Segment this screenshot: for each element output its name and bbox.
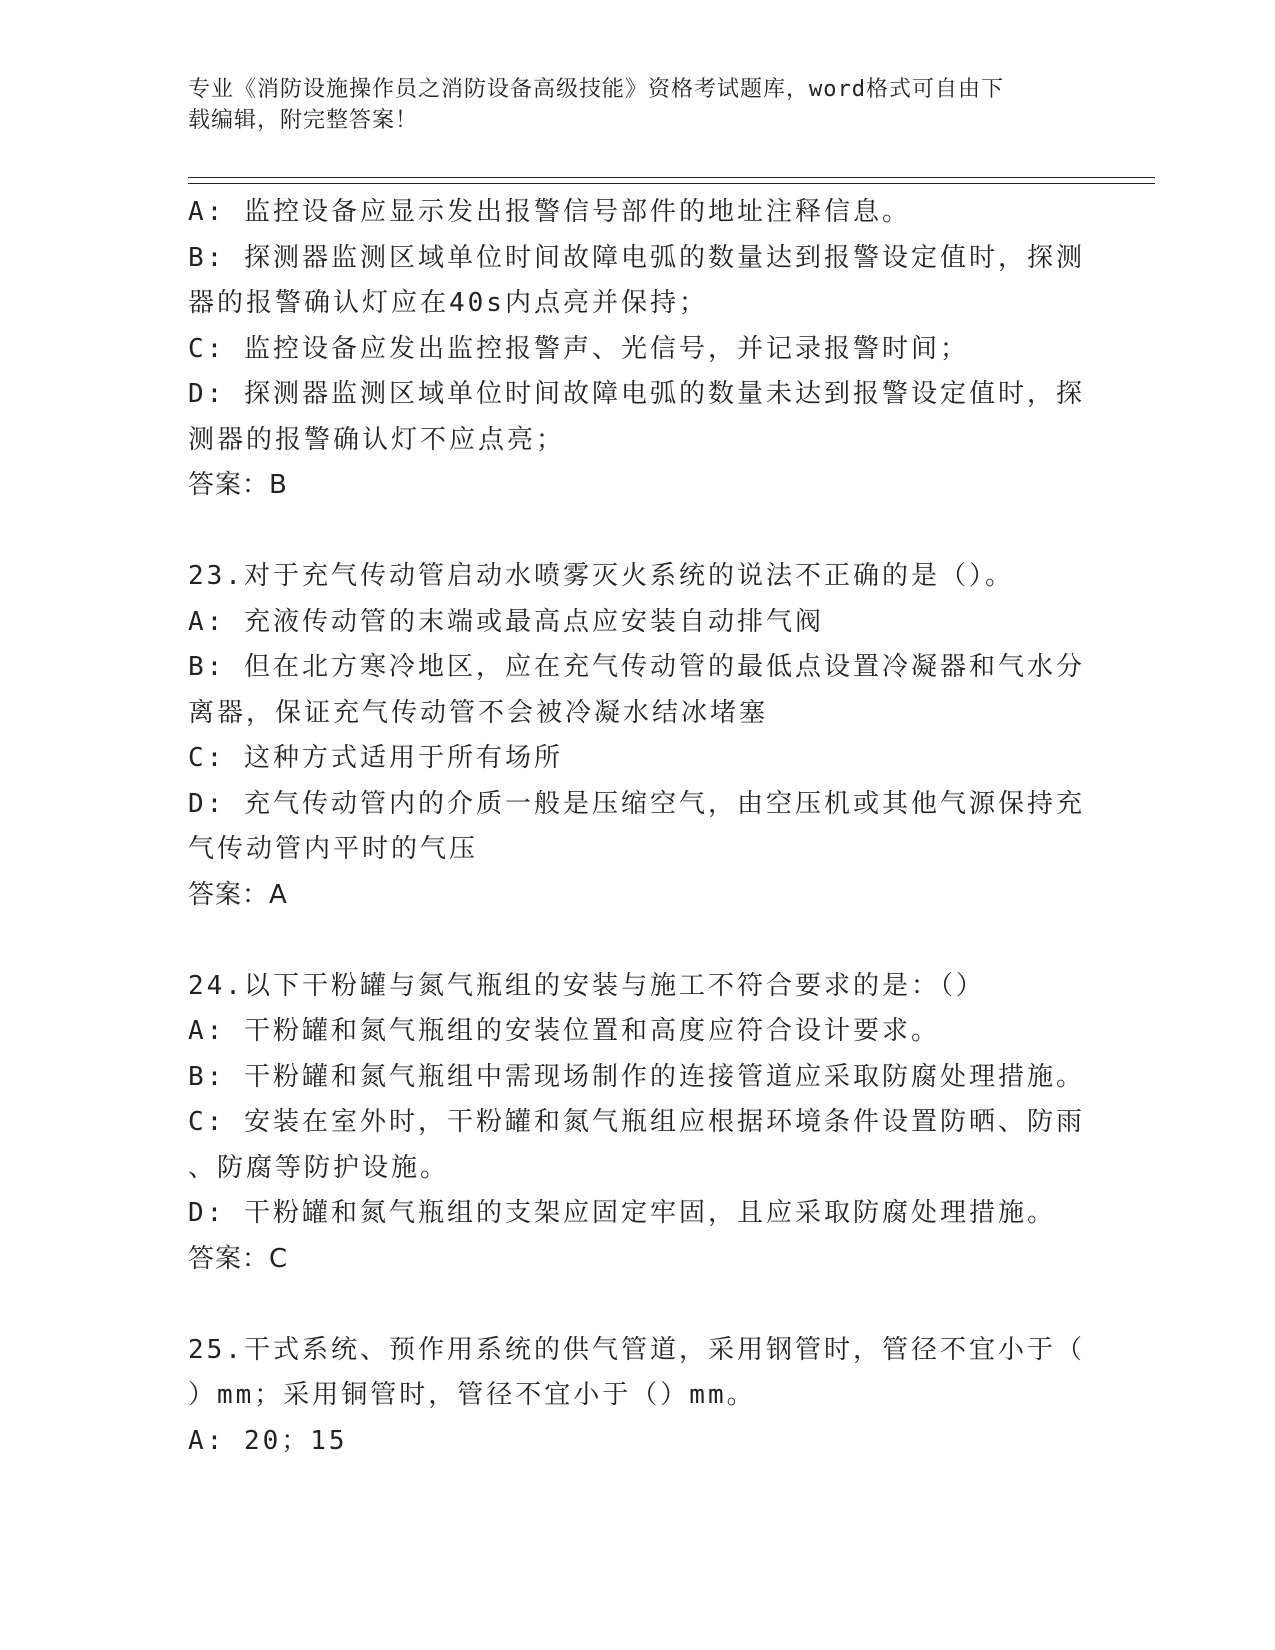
option-c-line: C: 监控设备应发出监控报警声、光信号，并记录报警时间； — [188, 333, 969, 364]
question-text: 25.干式系统、预作用系统的供气管道，采用钢管时，管径不宜小于（ — [188, 1334, 1085, 1365]
option-c-line-cont: 、防腐等防护设施。 — [188, 1152, 450, 1183]
answer-line: 答案：B — [188, 470, 288, 500]
document-body — [188, 190, 1088, 1464]
option-c-line: C: 安装在室外时，干粉罐和氮气瓶组应根据环境条件设置防晒、防雨 — [188, 1107, 1085, 1137]
spacer — [188, 1282, 1088, 1328]
option-a-line: A: 干粉罐和氮气瓶组的安装位置和高度应符合设计要求。 — [188, 1016, 940, 1046]
answer-line: 答案：C — [188, 1243, 289, 1274]
header-rule-top — [188, 177, 1155, 178]
question-25-block — [188, 1328, 1088, 1465]
option-d-line: D: 探测器监测区域单位时间故障电弧的数量未达到报警设定值时，探 — [188, 379, 1085, 409]
option-d-line-cont: 气传动管内平时的气压 — [188, 834, 479, 864]
option-a-line: A: 监控设备应显示发出报警信号部件的地址注释信息。 — [188, 197, 911, 227]
header-line-1: 专业《消防设施操作员之消防设备高级技能》资格考试题库，word格式可自由下 — [188, 77, 1004, 102]
option-c-line: C: 这种方式适用于所有场所 — [188, 743, 563, 773]
option-b-line: B: 干粉罐和氮气瓶组中需现场制作的连接管道应采取防腐处理措施。 — [188, 1061, 1085, 1092]
option-b-line-cont: 器的报警确认灯应在40s内点亮并保持； — [188, 288, 708, 318]
question-23-block — [188, 554, 1088, 918]
option-a-line: A: 充液传动管的末端或最高点应安装自动排气阀 — [188, 606, 824, 637]
option-d-line: D: 干粉罐和氮气瓶组的支架应固定牢固，且应采取防腐处理措施。 — [188, 1198, 1056, 1228]
question-24-block — [188, 964, 1088, 1283]
answer-line: 答案：A — [188, 879, 288, 910]
question-22-block — [188, 190, 1088, 509]
spacer — [188, 918, 1088, 964]
document-header — [188, 74, 1088, 136]
header-line-2: 载编辑，附完整答案！ — [188, 108, 419, 133]
question-text: 23.对于充气传动管启动水喷雾灭火系统的说法不正确的是（）。 — [188, 561, 1014, 591]
option-b-line: B: 但在北方寒冷地区，应在充气传动管的最低点设置冷凝器和气水分 — [188, 652, 1085, 682]
header-rule-bottom — [188, 183, 1155, 184]
option-b-line: B: 探测器监测区域单位时间故障电弧的数量达到报警设定值时，探测 — [188, 242, 1085, 273]
spacer — [188, 509, 1088, 555]
question-text: 24.以下干粉罐与氮气瓶组的安装与施工不符合要求的是：（） — [188, 970, 985, 1001]
option-d-line: D: 充气传动管内的介质一般是压缩空气，由空压机或其他气源保持充 — [188, 788, 1085, 819]
question-text-cont: ）mm；采用铜管时，管径不宜小于（）mm。 — [188, 1380, 756, 1410]
option-b-line-cont: 离器，保证充气传动管不会被冷凝水结冰堵塞 — [188, 697, 769, 728]
option-d-line-cont: 测器的报警确认灯不应点亮； — [188, 424, 566, 455]
option-a-line: A: 20；15 — [188, 1425, 348, 1456]
